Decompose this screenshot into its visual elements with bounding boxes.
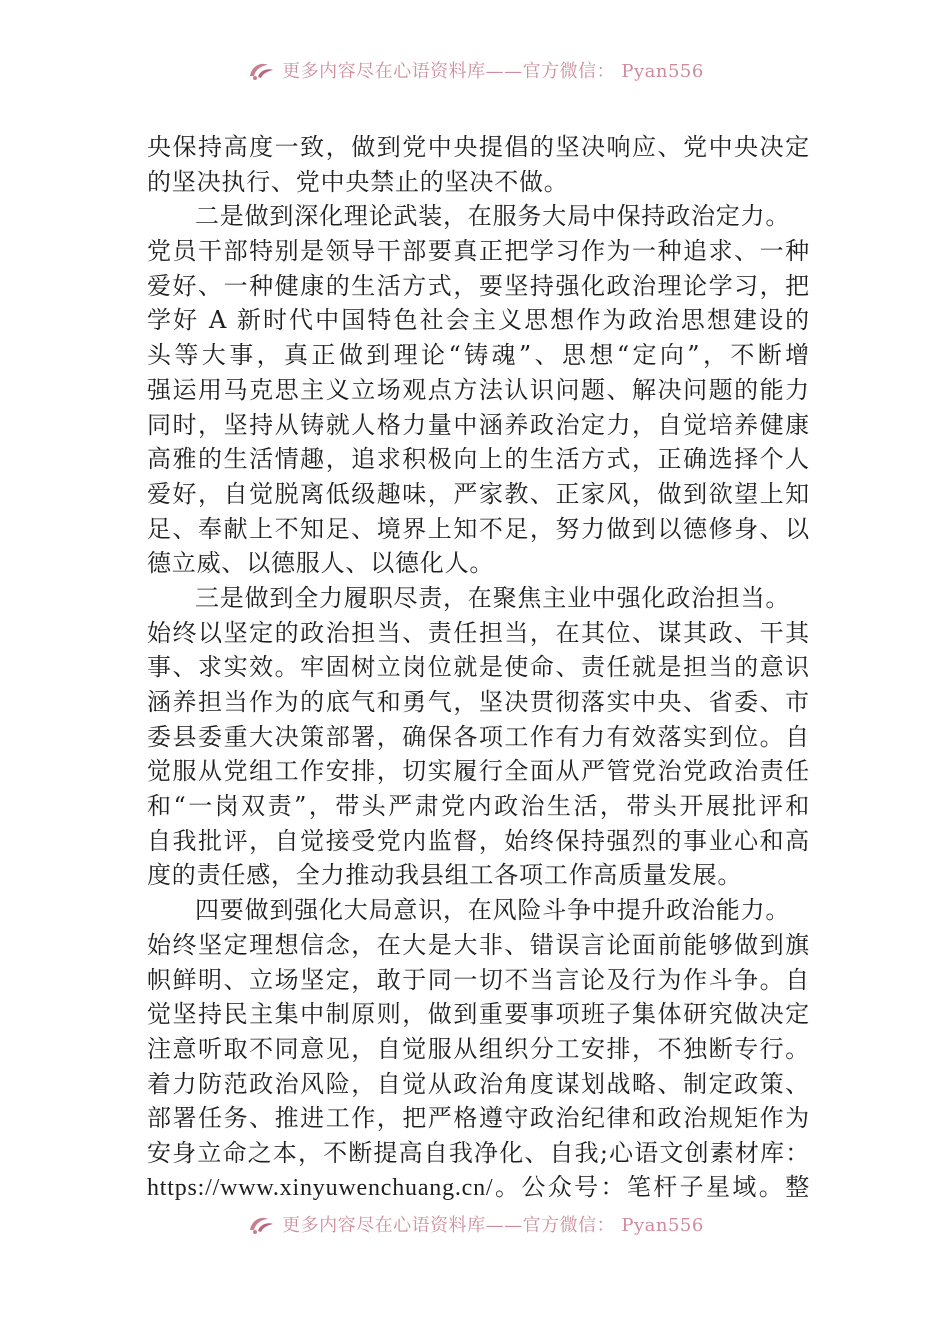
- section-heading-3: 三是做到全力履职尽责，在聚焦主业中强化政治担当。: [195, 583, 791, 612]
- text-line: 自我批评，自觉接受党内监督，始终保持强烈的事业心和高: [147, 826, 810, 855]
- footer-watermark: [0, 1206, 950, 1242]
- text-line: 同时，坚持从铸就人格力量中涵养政治定力，自觉培养健康: [147, 410, 810, 439]
- text-line: 高雅的生活情趣，追求积极向上的生活方式，正确选择个人: [147, 445, 810, 474]
- section-heading-4: 四要做到强化大局意识，在风险斗争中提升政治能力。: [195, 896, 791, 925]
- document-body: [147, 130, 810, 1205]
- text-line: 和“一岗双责”，带头严肃党内政治生活，带头开展批评和: [147, 792, 810, 821]
- text-line: 帜鲜明、立场坚定，敢于同一切不当言论及行为作斗争。自: [147, 965, 810, 994]
- text-line: 始终以坚定的政治担当、责任担当，在其位、谋其政、干其: [147, 618, 810, 647]
- text-line: 强运用马克思主义立场观点方法认识问题、解决问题的能力: [147, 375, 810, 404]
- text-line: 央保持高度一致，做到党中央提倡的坚决响应、党中央决定: [147, 133, 810, 161]
- text-line: 觉服从党组工作安排，切实履行全面从严管党治党政治责任: [147, 757, 810, 786]
- text-line: 足、奉献上不知足、境界上知不足，努力做到以德修身、以: [147, 514, 810, 543]
- text-line: 度的责任感，全力推动我县组工各项工作高质量发展。: [147, 861, 743, 890]
- footer-watermark-text: 更多内容尽在心语资料库——官方微信： Pyan556: [282, 1215, 704, 1236]
- text-line: 头等大事，真正做到理论“铸魂”、思想“定向”，不断增: [147, 341, 810, 370]
- header-watermark-text: 更多内容尽在心语资料库——官方微信： Pyan556: [282, 61, 704, 82]
- text-line: 觉坚持民主集中制原则，做到重要事项班子集体研究做决定: [147, 1000, 810, 1029]
- text-line: 注意听取不同意见，自觉服从组织分工安排，不独断专行。: [147, 1034, 810, 1063]
- text-line: 德立威、以德服人、以德化人。: [147, 549, 495, 578]
- text-line: 部署任务、推进工作，把严格遵守政治纪律和政治规矩作为: [147, 1104, 810, 1133]
- text-line: 学好 A 新时代中国特色社会主义思想作为政治思想建设的: [147, 306, 810, 335]
- text-line: 的坚决执行、党中央禁止的坚决不做。: [147, 167, 569, 196]
- text-line: 爱好、一种健康的生活方式，要坚持强化政治理论学习，把: [147, 271, 810, 300]
- logo-icon: [246, 1213, 276, 1235]
- section-heading-2: 二是做到深化理论武装，在服务大局中保持政治定力。: [195, 202, 791, 231]
- text-line: 安身立命之本，不断提高自我净化、自我;心语文创素材库：: [147, 1138, 810, 1167]
- logo-icon: [246, 59, 276, 81]
- text-line: 事、求实效。牢固树立岗位就是使命、责任就是担当的意识: [147, 653, 810, 682]
- text-line: 涵养担当作为的底气和勇气，坚决贯彻落实中央、省委、市: [147, 688, 810, 716]
- text-line: 委县委重大决策部署，确保各项工作有力有效落实到位。自: [147, 722, 810, 751]
- text-line: 爱好，自觉脱离低级趣味，严家教、正家风，做到欲望上知: [147, 479, 810, 508]
- text-line: 党员干部特别是领导干部要真正把学习作为一种追求、一种: [147, 237, 810, 266]
- text-line: 始终坚定理想信念，在大是大非、错误言论面前能够做到旗: [147, 930, 810, 959]
- text-line: 着力防范政治风险，自觉从政治角度谋划战略、制定政策、: [147, 1069, 810, 1098]
- header-watermark: [0, 52, 950, 88]
- text-line-url: https://www.xinyuwenchuang.cn/。公众号：笔杆子星域。整: [147, 1174, 810, 1201]
